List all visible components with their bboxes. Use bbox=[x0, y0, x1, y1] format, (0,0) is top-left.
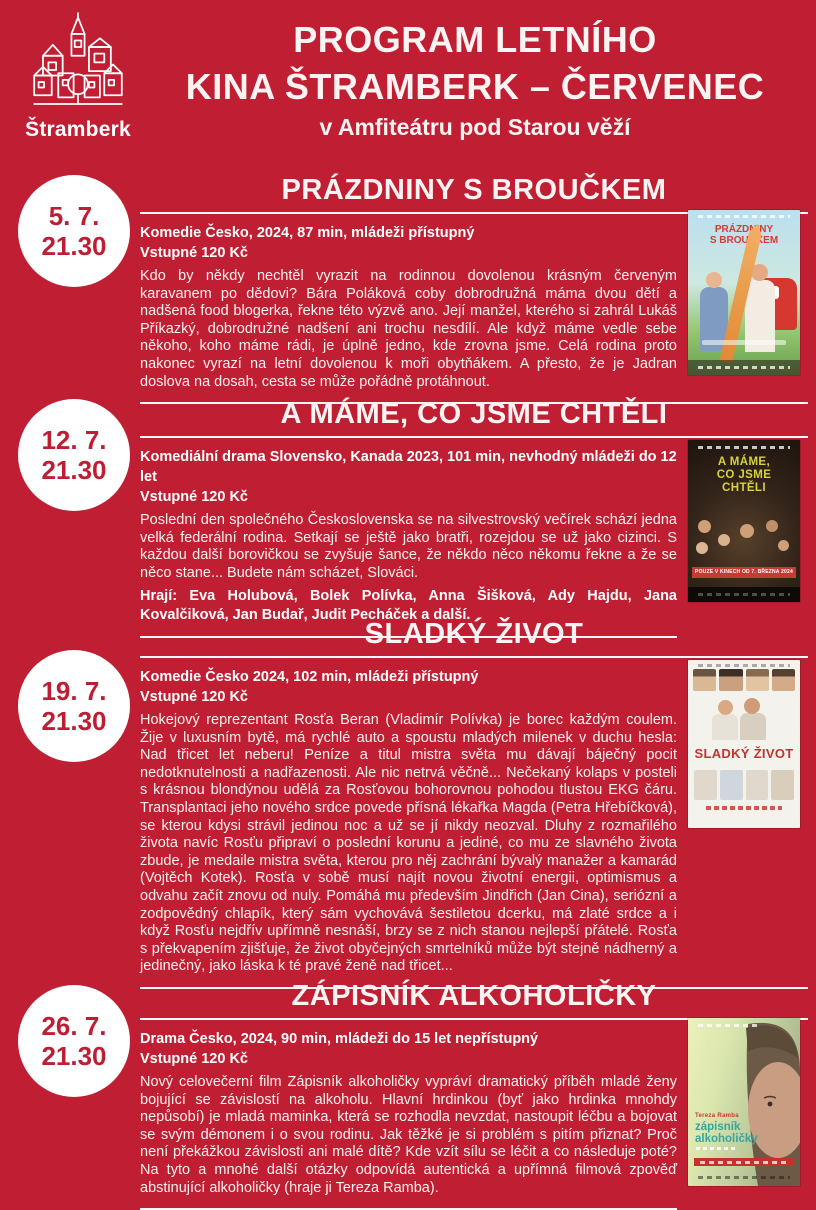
film-meta: Komedie Česko 2024, 102 min, mládeži přístupný bbox=[140, 669, 479, 685]
film-cast: Hrají: Eva Holubová, Bolek Polívka, Anna Šišková, Ady Hajdu, Jana Kovalčiková, Jan Budař, Judit Pecháček a další. bbox=[140, 588, 677, 624]
film-description: Hokejový reprezentant Rosťa Beran (Vladimír Polívka) je borec každým coulem. Žije v luxusním bytě, má rychlé auto a spoustu mladých milenek v duchu hesla: Nad třicet let neberu! Peníze a titul mistra světa mu dávají báječný pocit nedotknutelnosti a nadřazenosti. Ale nic netrvá věčně... Nečekaný kolaps v posteli s krásnou blondýnou udělá za Rosťovou bohorovnou pohodou tlustou EKG čáru. Transplantaci jeho nového srdce povede přísná lékařka Magda (Petra Hřebíčková), se kterou kdysi strávil jedinou noc a už se jí nikdy neozval. Dluhy z rozmařilého života navíc Rosťu připraví o poslední korunu a jediné, co mu ze slavného života zbude, je medaile mistra světa, kterou pro něj zachrání bývalý manažer a kamarád (Vojtěch Kotek). Rosťa v sobě musí najít novou životní energii, optimismus a odvahu začít znovu od nuly. Pomáhá mu především Jindřich (Jan Cina), seriózní a zodpovědný chlapík, který sám vychovává šestiletou dcerku, má zlaté srdce a i když Rosťu nejdřív upřímně nesnáší, brzy se z nich stanou nejlepší přátelé. Rosťa s překvapením zjišťuje, že život obyčejných smrtelníků může být stejně nádherný a jedinečný, jako láska k té pravé ženě nad třicet... bbox=[140, 712, 677, 975]
headshot bbox=[719, 669, 742, 691]
film-description: Nový celovečerní film Zápisník alkoholičky vypráví dramatický příběh mladé ženy bojující se závislostí na alkoholu. Hlavní hrdinkou (byť jako hrdinka mnohdy nepůsobí) je mladá maminka, která se rozhodla nevzdat, nastoupit léčbu a bojovat se svým démonem i o svou rodinu. Jak těžké je si problém s pitím přiznat? Proč není překážkou závislosti ani malé dítě? Kde vzít sílu se léčit a co následuje poté? Na tyto a mnohé další otázky odpovídá autentická a upřímná filmová zpověď abstinující alkoholičky (hraje ji Tereza Ramba). bbox=[140, 1074, 677, 1196]
poster-credits-bar bbox=[698, 1024, 760, 1027]
time-text: 21.30 bbox=[41, 1041, 107, 1071]
poster-title-line: S BROUČKEM bbox=[709, 235, 779, 246]
brand-name: Štramberk bbox=[25, 118, 131, 141]
date-badge-4 bbox=[18, 985, 130, 1097]
figure bbox=[694, 770, 717, 800]
figure-row bbox=[694, 770, 794, 800]
film-title: ZÁPISNÍK ALKOHOLIČKY bbox=[291, 980, 657, 1012]
logos-bar bbox=[698, 593, 790, 596]
tagline-bar bbox=[696, 1147, 736, 1150]
poster-title-line: CHTĚLI bbox=[722, 482, 766, 494]
figure-graphic bbox=[740, 713, 766, 740]
page-title-line2: KINA ŠTRAMBERK – ČERVENEC bbox=[185, 66, 765, 107]
poster-credits-bar bbox=[698, 664, 790, 667]
film-title: SLADKÝ ŽIVOT bbox=[364, 618, 584, 650]
brand-block bbox=[14, 12, 142, 142]
release-date-bar bbox=[702, 340, 786, 345]
poster-title-line: zápisník bbox=[695, 1121, 741, 1133]
page-title-line1: PROGRAM LETNÍHO bbox=[293, 19, 657, 60]
logos-bar bbox=[698, 1176, 790, 1179]
headshot bbox=[693, 669, 716, 691]
movie-poster-prazdniny-s-brouckem bbox=[688, 210, 800, 375]
page-subtitle: v Amfiteátru pod Starou věží bbox=[319, 114, 631, 140]
time-text: 21.30 bbox=[41, 455, 107, 485]
date-badge-1 bbox=[18, 175, 130, 287]
ticket-price: Vstupné 120 Kč bbox=[140, 1051, 248, 1067]
film-description: Kdo by někdy nechtěl vyrazit na rodinnou dovolenou krásným červeným karavanem po dědovi? Bára Poláková coby dobrodružná máma dvou dětí a nadšená food blogerka, řekne této výzvě ano. Její manžel, kterého si zahrál Lukáš Příkazký, dobrodružné nadšení ani trochu nesdílí. Ale když máme vedle sebe někoho, koho máme rádi, je úplně jedno, kde zrovna jsme. Celá rodina proto nakonec vyrazí na letní dovolenou k moři obytňákem. A přesto, že je Jadran doslova na dosah, cesta se může pořádně protáhnout. bbox=[140, 268, 677, 390]
release-banner bbox=[694, 1158, 794, 1166]
poster-logo-strip bbox=[688, 360, 800, 375]
face-graphic bbox=[718, 534, 730, 546]
poster-title bbox=[695, 1121, 758, 1145]
poster-title-line: CO JSME bbox=[716, 469, 772, 481]
face-graphic bbox=[698, 520, 711, 533]
film-title: A MÁME, CO JSME CHTĚLI bbox=[280, 398, 668, 430]
ticket-price: Vstupné 120 Kč bbox=[140, 689, 248, 705]
face-graphic bbox=[766, 520, 778, 532]
poster-credits-bar bbox=[698, 446, 790, 449]
film-meta: Komediální drama Slovensko, Kanada 2023, 101 min, nevhodný mládeži do 12 let bbox=[140, 449, 677, 485]
time-text: 21.30 bbox=[41, 231, 107, 261]
face-graphic bbox=[718, 700, 733, 715]
poster-logo-strip bbox=[688, 587, 800, 602]
figure bbox=[720, 770, 743, 800]
poster-title bbox=[688, 224, 800, 246]
poster-credits-bar bbox=[698, 215, 790, 218]
poster-title-line: alkoholičky bbox=[695, 1133, 758, 1145]
ticket-price: Vstupné 120 Kč bbox=[140, 489, 248, 505]
face-graphic bbox=[696, 542, 708, 554]
poster-title-line: PRÁZDNINY bbox=[714, 224, 774, 235]
date-badge-2 bbox=[18, 399, 130, 511]
town-logo-icon bbox=[23, 12, 133, 116]
date-text: 19. 7. bbox=[41, 676, 107, 706]
figure bbox=[771, 770, 794, 800]
film-description: Poslední den společného Československa se na silvestrovský večírek schází jedna velká federální rodina. Setkají se ještě jako bratři, rozejdou se už jako cizinci. S každou další borovičkou se zvyšuje šance, že někdo něco někomu řekne a že se něco stane... Budete nám scházet, Slováci. bbox=[140, 512, 677, 581]
headshot bbox=[772, 669, 795, 691]
actor-credit: Tereza Ramba bbox=[695, 1113, 739, 1119]
time-text: 21.30 bbox=[41, 706, 107, 736]
movie-poster-a-mame-co-jsme-chteli bbox=[688, 440, 800, 602]
face-graphic bbox=[740, 524, 754, 538]
film-meta: Komedie Česko, 2024, 87 min, mládeži přístupný bbox=[140, 225, 475, 241]
release-banner: POUZE V KINECH OD 7. BŘEZNA 2024 bbox=[692, 567, 796, 578]
figure-graphic bbox=[712, 714, 738, 740]
film-title: PRÁZDNINY S BROUČKEM bbox=[281, 174, 667, 206]
poster-title: SLADKÝ ŽIVOT bbox=[694, 746, 794, 761]
poster-title bbox=[688, 456, 800, 495]
movie-poster-sladky-zivot bbox=[688, 660, 800, 828]
face-graphic bbox=[744, 698, 760, 714]
date-text: 5. 7. bbox=[48, 201, 100, 231]
release-date-bar bbox=[706, 806, 782, 810]
headshot-row bbox=[693, 669, 795, 691]
headshot bbox=[746, 669, 769, 691]
film-meta: Drama Česko, 2024, 90 min, mládeži do 15 let nepřístupný bbox=[140, 1031, 539, 1047]
poster-title-line: A MÁME, bbox=[717, 456, 771, 468]
ticket-price: Vstupné 120 Kč bbox=[140, 245, 248, 261]
date-text: 26. 7. bbox=[41, 1011, 107, 1041]
page-header bbox=[150, 16, 800, 141]
date-text: 12. 7. bbox=[41, 425, 107, 455]
date-badge-3 bbox=[18, 650, 130, 762]
release-text-bar bbox=[700, 1161, 788, 1164]
logos-bar bbox=[698, 366, 790, 369]
figure bbox=[746, 770, 769, 800]
face-graphic bbox=[778, 540, 789, 551]
divider bbox=[140, 436, 808, 438]
divider bbox=[140, 656, 808, 658]
woman-head bbox=[706, 272, 722, 288]
movie-poster-zapisnik-alkoholicky bbox=[688, 1018, 800, 1186]
